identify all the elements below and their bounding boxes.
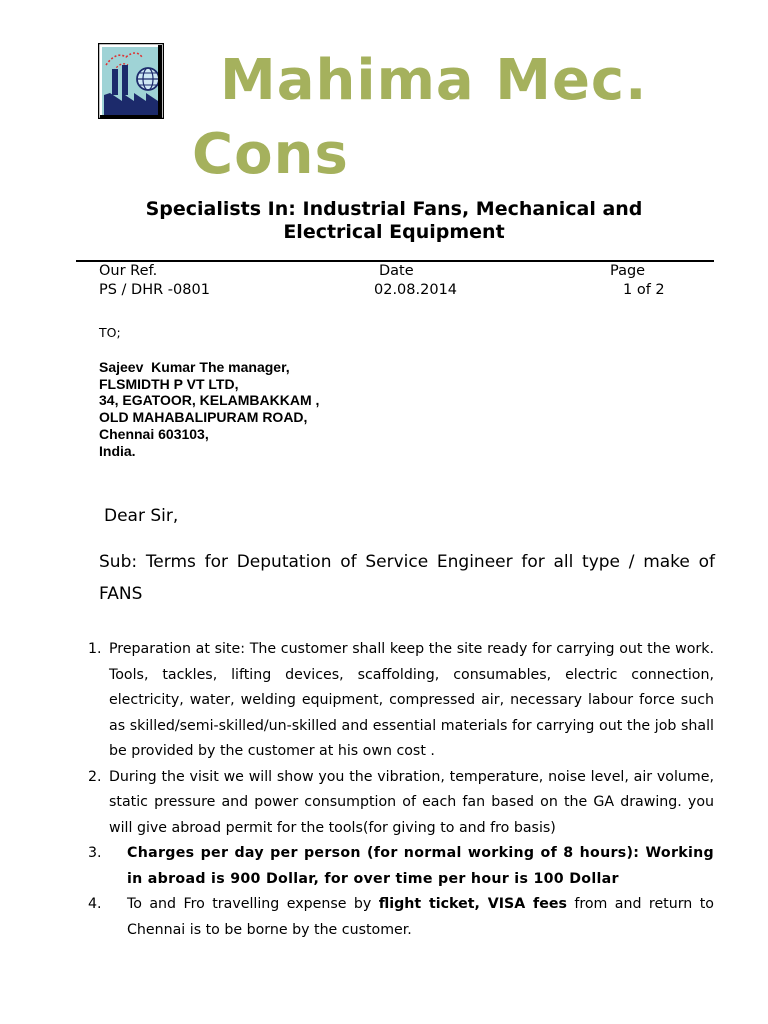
terms-list [80,637,714,943]
company-name [192,44,712,192]
list-item [80,637,714,765]
subject-line: Sub: Terms for Deputation of Service Engineer for all type / make of FANS [99,552,715,604]
address-line: FLSMIDTH P VT LTD, [99,375,239,392]
list-item-text: During the visit we will show you the vibration, temperature, noise level, air volume, static pressure and power consumption of each fan based on the GA drawing. you will give abroad permit for the tools(for giving to and fro basis) [109,768,714,836]
company-name-line2: Cons [192,122,349,187]
list-item [80,892,714,943]
list-item-text-part: from and return to Chennai is to be borne by the customer. [127,896,714,938]
address-line: India. [99,442,136,459]
company-name-line1: Mahima Mec. [220,48,648,113]
company-tagline [80,198,708,244]
address-line: 34, EGATOOR, KELAMBAKKAM , [99,392,320,409]
address-line: Sajeev Kumar The manager, [99,359,290,375]
factory-globe-logo-icon [98,43,164,119]
salutation: Dear Sir, [104,506,179,526]
address-line: OLD MAHABALIPURAM ROAD, [99,409,308,426]
ref-label: Our Ref. [99,263,158,279]
list-item-text: Charges per day per person (for normal working of 8 hours): Working in abroad is 900 Dollar, for over time per hour is 100 Dollar [127,845,714,887]
list-item-bold-text: flight ticket, VISA fees [378,896,567,912]
list-item [80,765,714,842]
list-item-text [127,892,714,943]
list-item [80,841,714,892]
date-value: 02.08.2014 [374,282,458,298]
address-line: Chennai 603103, [99,425,209,442]
page-label: Page [610,263,646,279]
list-item-number: 1. [88,641,102,657]
list-item-number: 4. [88,896,102,912]
date-label: Date [379,263,414,279]
page-value: 1 of 2 [623,282,665,298]
to-label: TO; [99,325,121,340]
list-item-text-part: To and Fro travelling expense by [127,896,379,912]
tagline-line2: Electrical Equipment [283,221,505,243]
recipient-address [99,359,319,459]
list-item-number: 3. [88,845,102,861]
ref-value: PS / DHR -0801 [99,282,210,298]
list-item-text: Preparation at site: The customer shall keep the site ready for carrying out the work. Tools, tackles, lifting devices, scaffolding, consumables, electric connection, electricity, water, welding equipment, compressed air, necessary labour force such as skilled/semi-skilled/un-skilled and essential materials for carrying out the job shall be provided by the customer at his own cost . [109,641,714,759]
list-item-number: 2. [88,768,102,785]
tagline-line1: Specialists In: Industrial Fans, Mechanical and [145,198,643,220]
